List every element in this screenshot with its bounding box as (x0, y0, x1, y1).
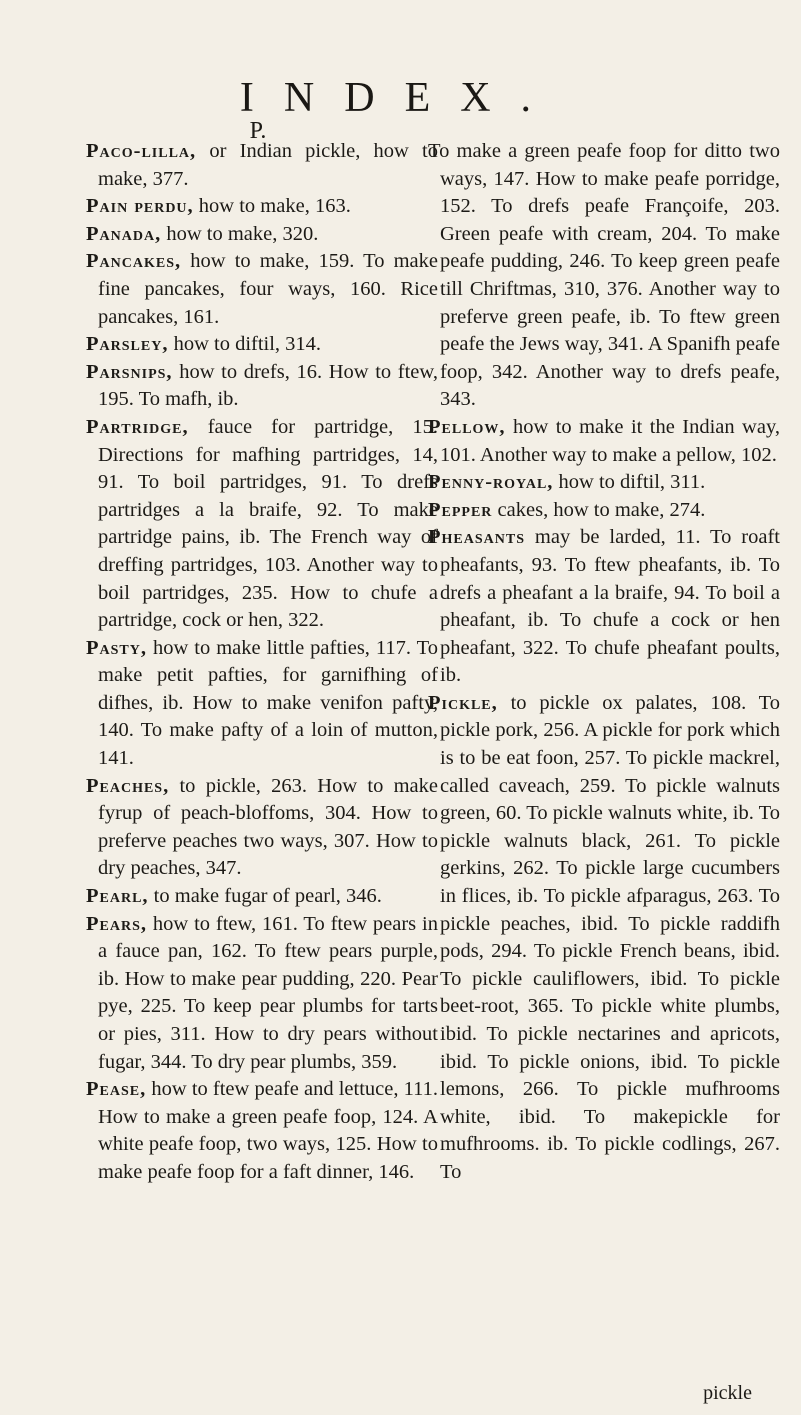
index-entry (428, 138, 780, 414)
entry-headword: Parsnips, (86, 360, 173, 383)
entry-text: how to make it the Indian way, 101. Another way to make a pellow, 102. (440, 415, 780, 466)
entry-text: cakes, how to make, 274. (492, 498, 706, 521)
entry-headword: Pancakes, (86, 250, 182, 273)
entry-text: fauce for partridge, 15. Directions for mafhing partridges, 14, 91. To boil partridges, 91. To drefs partridges a la braife, 92. To make partridge pains, ib. The French way of dreffing partridges, 103. Another way to boil partridges, 235. How to chufe a partridge, cock or hen, 322. (98, 415, 438, 632)
entry-text: how to diftil, 314. (168, 333, 322, 356)
index-entry (86, 635, 438, 773)
entry-text: how to make, 163. (193, 195, 351, 218)
entry-text: how to diftil, 311. (553, 471, 706, 494)
entry-text: how to make, 159. To make fine pancakes, four ways, 160. Rice pancakes, 161. (98, 250, 438, 328)
index-entry (86, 138, 438, 193)
index-entry (428, 497, 780, 525)
entry-headword: Penny-royal, (428, 471, 554, 494)
left-column (86, 138, 438, 1187)
index-entry (86, 1076, 438, 1186)
section-letter: P. (249, 118, 267, 144)
index-entry (428, 414, 780, 469)
index-entry (428, 690, 780, 1187)
entry-headword: Pickle, (428, 691, 498, 714)
index-entry (86, 359, 438, 414)
entry-headword: Pepper (428, 498, 493, 521)
index-entry (86, 193, 438, 221)
index-entry (86, 773, 438, 883)
catchword: pickle (703, 1382, 752, 1404)
entry-headword: Peaches, (86, 774, 170, 797)
entry-headword: Pease, (86, 1078, 147, 1101)
index-entry (86, 221, 438, 249)
index-entry (86, 248, 438, 331)
index-entry (86, 331, 438, 359)
index-entry (86, 414, 438, 635)
entry-text: how to make, 320. (161, 222, 319, 245)
entry-headword: Partridge, (86, 415, 189, 438)
page-header: INDEX. (239, 75, 562, 121)
entry-text: to make fugar of pearl, 346. (148, 885, 382, 908)
entry-headword: Pain perdu, (86, 195, 194, 218)
index-entry (428, 469, 780, 497)
index-entry (428, 524, 780, 690)
index-entry (86, 883, 438, 911)
entry-text: how to ftew peafe and lettuce, 111. How to make a green peafe foop, 124. A white peafe foop, two ways, 125. How to make peafe foop for a faft dinner, 146. (98, 1078, 438, 1183)
entry-text: how to drefs, 16. How to ftew, 195. To mafh, ib. (98, 360, 438, 411)
entry-headword: Panada, (86, 222, 162, 245)
entry-text: or Indian pickle, how to make, 377. (98, 140, 438, 190)
entry-headword: Pasty, (86, 636, 147, 659)
entry-headword: Paco-lilla, (86, 140, 197, 162)
entry-headword: Pellow, (428, 415, 506, 438)
entry-text: may be larded, 11. To roaft pheafants, 93. To ftew pheafants, ib. To drefs a pheafant a la braife, 94. To boil a pheafant, ib. To chufe a cock or hen pheafant, 322. To chufe pheafant poults, ib. (440, 526, 780, 687)
entry-text: To make a green peafe foop for ditto two ways, 147. How to make peafe porridge, 152. To drefs peafe Françoife, 203. Green peafe with cream, 204. To make peafe pudding, 246. To keep green peafe till Chriftmas, 310, 376. Another way to preferve green peafe, ib. To ftew green peafe the Jews way, 341. A Spanifh peafe foop, 342. Another way to drefs peafe, 343. (428, 140, 780, 411)
entry-text: to pickle, 263. How to make fyrup of peach-bloffoms, 304. How to preferve peaches two ways, 307. How to dry peaches, 347. (98, 774, 438, 880)
entry-headword: Parsley, (86, 333, 169, 356)
entry-text: how to ftew, 161. To ftew pears in a fauce pan, 162. To ftew pears purple, ib. How to make pear pudding, 220. Pear pye, 225. To keep pear plumbs for tarts or pies, 311. How to dry pears without fugar, 344. To dry pear plumbs, 359. (98, 912, 438, 1073)
index-entry (86, 911, 438, 1077)
entry-headword: Pears, (86, 912, 147, 935)
entry-text: how to make little pafties, 117. To make petit pafties, for garnifhing of difhes, ib. How to make venifon pafty, 140. To make pafty of a loin of mutton, 141. (98, 636, 438, 770)
entry-headword: Pheasants (428, 526, 525, 549)
entry-headword: Pearl, (86, 885, 149, 908)
right-column (428, 138, 780, 1187)
entry-text: to pickle ox palates, 108. To pickle pork, 256. A pickle for pork which is to be eat foon, 257. To pickle mackrel, called caveach, 259. To pickle walnuts green, 60. To pickle walnuts white, ib. To pickle walnuts black, 261. To pickle gerkins, 262. To pickle large cucumbers in flices, ib. To pickle afparagus, 263. To pickle peaches, ibid. To pickle raddifh pods, 294. To pickle French beans, ibid. To pickle cauliflowers, ibid. To pickle beet-root, 365. To pickle white plumbs, ibid. To pickle nectarines and apricots, ibid. To pickle onions, ibid. To pickle lemons, 266. To pickle mufhrooms white, ibid. To makepickle for mufhrooms. ib. To pickle codlings, 267. To (440, 691, 780, 1183)
